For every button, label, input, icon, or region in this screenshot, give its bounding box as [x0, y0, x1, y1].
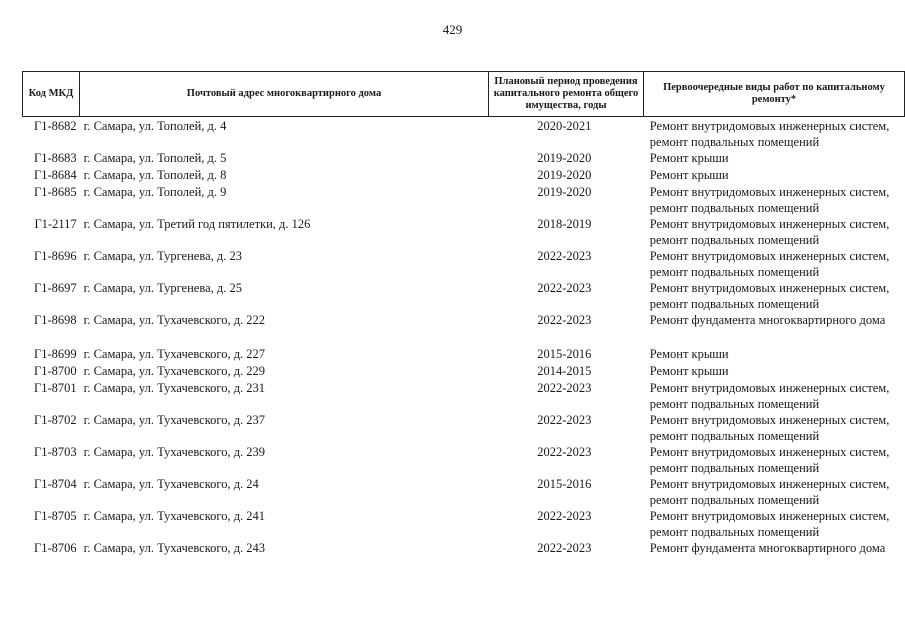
row-address: г. Самара, ул. Тополей, д. 5 — [83, 151, 227, 165]
row-period: 2022-2023 — [537, 413, 592, 427]
row-code: Г1-8682 — [33, 119, 77, 133]
row-address: г. Самара, ул. Тургенева, д. 23 — [83, 249, 242, 263]
row-address: г. Самара, ул. Тополей, д. 9 — [83, 185, 227, 199]
table-row — [22, 540, 904, 572]
row-address: г. Самара, ул. Тополей, д. 4 — [83, 119, 227, 133]
header-period: Плановый период проведения капитального ремонта общего имущества, годы — [489, 72, 644, 117]
row-period: 2019-2020 — [537, 185, 592, 199]
row-period: 2022-2023 — [537, 249, 592, 263]
table-body — [22, 118, 904, 572]
table-row — [22, 508, 904, 540]
row-code: Г1-8705 — [33, 509, 77, 523]
row-code: Г1-8701 — [33, 381, 77, 395]
row-works: Ремонт фундамента многоквартирного дома — [649, 541, 886, 555]
row-address: г. Самара, ул. Тополей, д. 8 — [83, 168, 227, 182]
row-period: 2018-2019 — [537, 217, 592, 231]
row-works: Ремонт крыши — [649, 347, 729, 361]
row-code: Г1-8700 — [33, 364, 77, 378]
row-period: 2019-2020 — [537, 168, 592, 182]
row-code: Г1-8704 — [33, 477, 77, 491]
row-period: 2015-2016 — [537, 477, 592, 491]
row-works: Ремонт внутридомовых инженерных систем, ремонт подвальных помещений — [649, 381, 890, 411]
row-address: г. Самара, ул. Тухачевского, д. 239 — [83, 445, 266, 459]
row-works: Ремонт крыши — [649, 151, 729, 165]
page-number: 429 — [442, 22, 463, 37]
row-period: 2019-2020 — [537, 151, 592, 165]
table-row — [22, 216, 904, 248]
row-period: 2022-2023 — [537, 541, 592, 555]
row-period: 2020-2021 — [537, 119, 592, 133]
row-works: Ремонт внутридомовых инженерных систем, ремонт подвальных помещений — [649, 477, 890, 507]
row-address: г. Самара, ул. Третий год пятилетки, д. 126 — [83, 217, 311, 231]
row-address: г. Самара, ул. Тухачевского, д. 24 — [83, 477, 259, 491]
row-code: Г1-8685 — [33, 185, 77, 199]
table-row — [22, 380, 904, 412]
table-row — [22, 118, 904, 150]
row-period: 2022-2023 — [537, 381, 592, 395]
row-code: Г1-8699 — [33, 347, 77, 361]
row-address: г. Самара, ул. Тухачевского, д. 229 — [83, 364, 266, 378]
row-period: 2014-2015 — [537, 364, 592, 378]
row-address: г. Самара, ул. Тургенева, д. 25 — [83, 281, 242, 295]
table-row — [22, 412, 904, 444]
row-code: Г1-8683 — [33, 151, 77, 165]
row-period: 2022-2023 — [537, 509, 592, 523]
row-address: г. Самара, ул. Тухачевского, д. 222 — [83, 313, 266, 327]
header-address: Почтовый адрес многоквартирного дома — [80, 72, 489, 117]
table-row — [22, 312, 904, 346]
row-works: Ремонт внутридомовых инженерных систем, ремонт подвальных помещений — [649, 119, 890, 149]
table-row — [22, 346, 904, 363]
row-code: Г1-8698 — [33, 313, 77, 327]
table-row — [22, 184, 904, 216]
row-code: Г1-8702 — [33, 413, 77, 427]
row-period: 2022-2023 — [537, 281, 592, 295]
row-works: Ремонт крыши — [649, 364, 729, 378]
row-period: 2015-2016 — [537, 347, 592, 361]
row-code: Г1-2117 — [34, 217, 77, 231]
row-code: Г1-8696 — [33, 249, 77, 263]
row-code: Г1-8703 — [33, 445, 77, 459]
table-row — [22, 363, 904, 380]
row-code: Г1-8684 — [33, 168, 77, 182]
row-address: г. Самара, ул. Тухачевского, д. 227 — [83, 347, 266, 361]
header-works: Первоочередные виды работ по капитальному ремонту* — [644, 72, 905, 117]
row-address: г. Самара, ул. Тухачевского, д. 231 — [83, 381, 266, 395]
row-works: Ремонт внутридомовых инженерных систем, ремонт подвальных помещений — [649, 185, 890, 215]
row-address: г. Самара, ул. Тухачевского, д. 243 — [83, 541, 266, 555]
table-header — [22, 71, 905, 117]
row-code: Г1-8697 — [33, 281, 77, 295]
row-address: г. Самара, ул. Тухачевского, д. 237 — [83, 413, 266, 427]
table-row — [22, 280, 904, 312]
row-works: Ремонт фундамента многоквартирного дома — [649, 313, 886, 327]
table-row — [22, 150, 904, 167]
table-row — [22, 476, 904, 508]
table-row — [22, 248, 904, 280]
row-works: Ремонт внутридомовых инженерных систем, ремонт подвальных помещений — [649, 249, 890, 279]
row-works: Ремонт внутридомовых инженерных систем, ремонт подвальных помещений — [649, 281, 890, 311]
row-address: г. Самара, ул. Тухачевского, д. 241 — [83, 509, 266, 523]
header-code: Код МКД — [23, 72, 80, 117]
row-works: Ремонт внутридомовых инженерных систем, ремонт подвальных помещений — [649, 217, 890, 247]
row-works: Ремонт внутридомовых инженерных систем, ремонт подвальных помещений — [649, 509, 890, 539]
row-period: 2022-2023 — [537, 445, 592, 459]
table-row — [22, 444, 904, 476]
row-code: Г1-8706 — [33, 541, 77, 555]
row-works: Ремонт внутридомовых инженерных систем, ремонт подвальных помещений — [649, 413, 890, 443]
row-period: 2022-2023 — [537, 313, 592, 327]
row-works: Ремонт крыши — [649, 168, 729, 182]
table-row — [22, 167, 904, 184]
row-works: Ремонт внутридомовых инженерных систем, ремонт подвальных помещений — [649, 445, 890, 475]
